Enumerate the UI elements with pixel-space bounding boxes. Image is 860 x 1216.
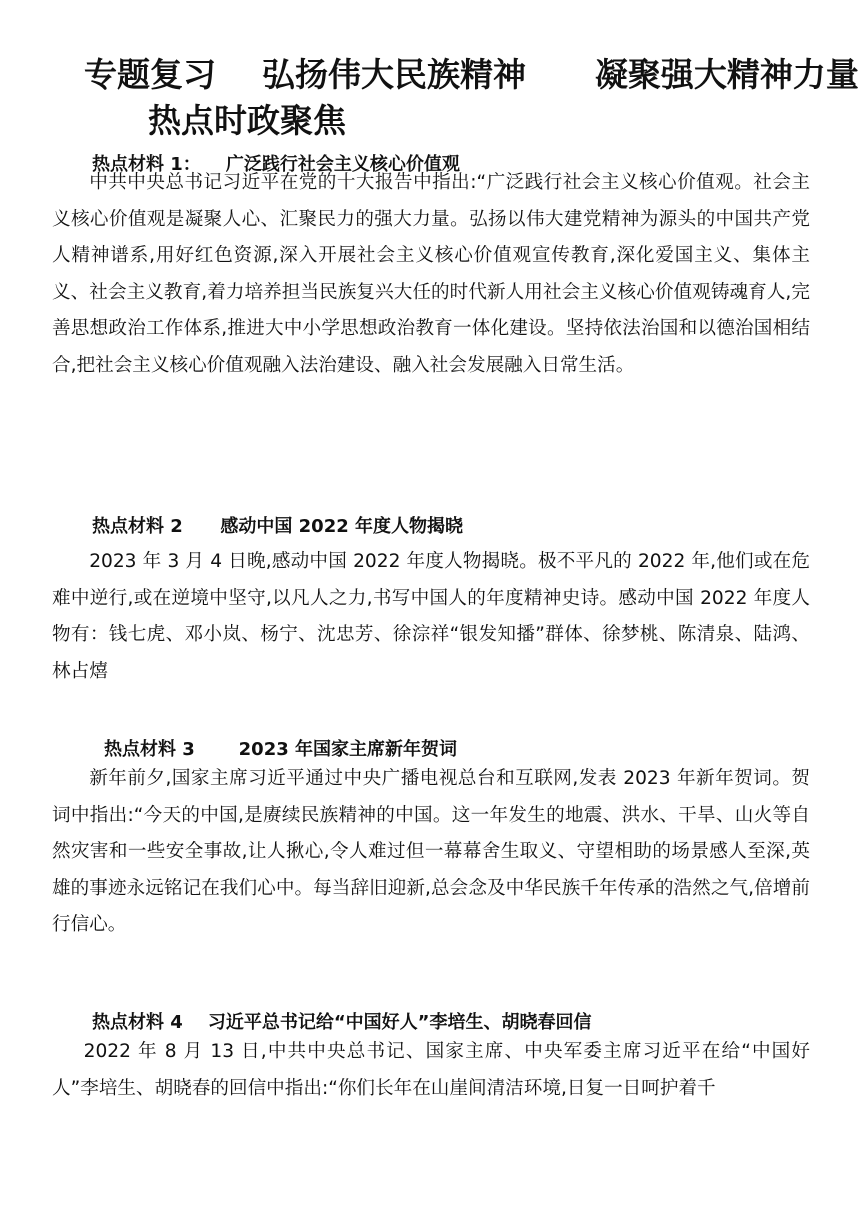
section-body-3: 新年前夕,国家主席习近平通过中央广播电视总台和互联网,发表 2023 年新年贺词。贺词中指出:“今天的中国,是赓续民族精神的中国。这一年发生的地震、洪水、干旱、山火等自然灾害和一些安全事故,让人揪心,令人难过但一幕幕舍生取义、守望相助的场景感人至深,英雄的事迹永远铭记在我们心中。每当辞旧迎新,总会念及中华民族千年传承的浩然之气,倍增前行信心。 [52, 768, 810, 935]
section-heading-3: 热点材料 3 2023 年国家主席新年贺词 [104, 739, 458, 760]
section-body-2: 2023 年 3 月 4 日晚,感动中国 2022 年度人物揭晓。极不平凡的 2022 年,他们或在危难中逆行,或在逆境中坚守,以凡人之力,书写中国人的年度精神史诗。感动中国 2022 年度人物有：钱七虎、邓小岚、杨宁、沈忠芳、徐淙祥“银发知播”群体、徐梦桃、陈清泉、陆鸿、林占熺 [52, 551, 810, 682]
page-title: 专题复习 弘扬伟大民族精神 凝聚强大精神力量 [84, 55, 859, 94]
section-body-4: 2022 年 8 月 13 日,中共中央总书记、国家主席、中央军委主席习近平在给“中国好人”李培生、胡晓春的回信中指出:“你们长年在山崖间清洁环境,日复一日呵护着千 [52, 1041, 810, 1099]
section-heading-1: 热点材料 1： 广泛践行社会主义核心价值观 [92, 154, 460, 175]
section-body-1: 中共中央总书记习近平在党的十大报告中指出:“广泛践行社会主义核心价值观。社会主义核心价值观是凝聚人心、汇聚民力的强大力量。弘扬以伟大建党精神为源头的中国共产党人精神谱系,用好红色资源,深入开展社会主义核心价值观宣传教育,深化爱国主义、集体主义、社会主义教育,着力培养担当民族复兴大任的时代新人用社会主义核心价值观铸魂育人,完善思想政治工作体系,推进大中小学思想政治教育一体化建设。坚持依法治国和以德治国相结合,把社会主义核心价值观融入法治建设、融入社会发展融入日常生活。 [52, 172, 810, 376]
section-heading-2: 热点材料 2 感动中国 2022 年度人物揭晓 [92, 516, 464, 537]
page-subtitle: 热点时政聚焦 [148, 101, 346, 140]
section-heading-4: 热点材料 4 习近平总书记给“中国好人”李培生、胡晓春回信 [92, 1012, 592, 1033]
